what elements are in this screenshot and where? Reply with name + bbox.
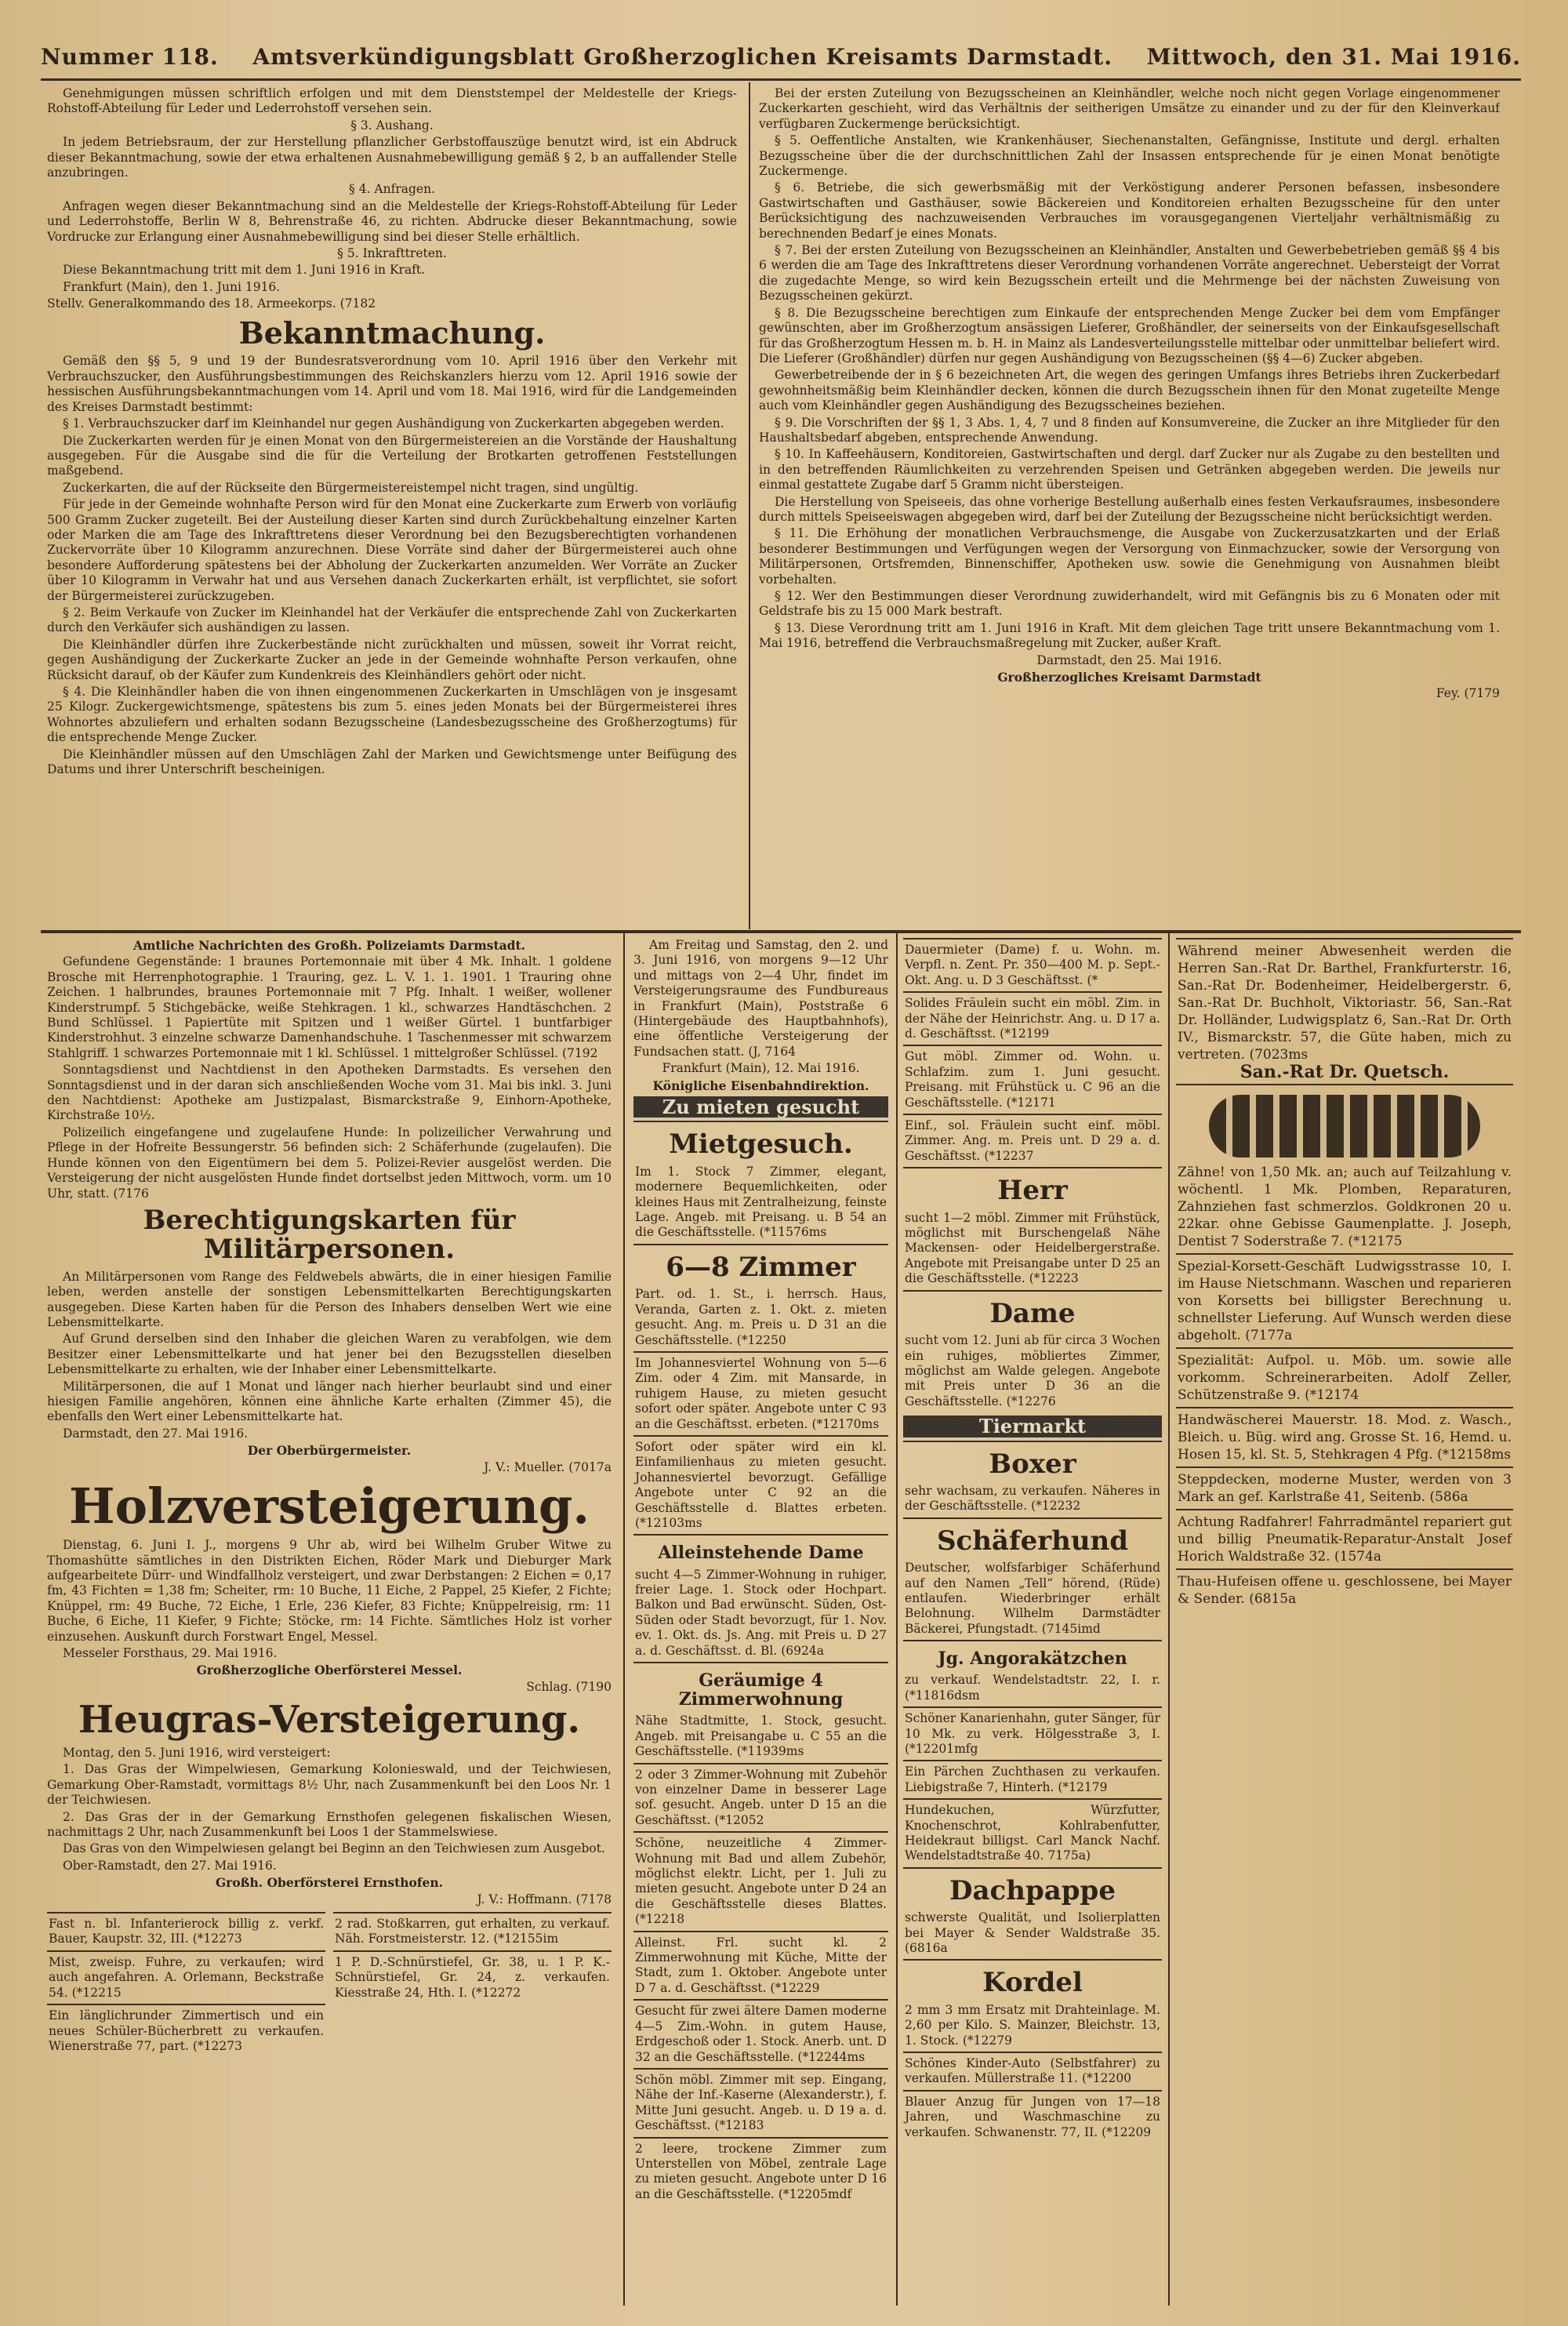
notice-authority: Der Oberbürgermeister. [247, 1443, 412, 1459]
ad-headline: Alleinstehende Dame [658, 1543, 864, 1564]
ad-text: Steppdecken, moderne Muster, werden von 3 Mark an gef. Karlstraße 41, Seitenb. [1178, 1472, 1512, 1505]
notice-paragraph: Am Freitag und Samstag, den 2. und 3. Juni 1916, von morgens 9—12 Uhr und mittags von 2—4 Uhr, findet im Versteigerungsraume des Fundbureaus in Frankfurt (Main), Poststraße 6 (Hintergebäude des Hauptbahnhofs), eine öffentliche Versteigerung der Fundsachen statt. (J, 7164 [633, 938, 888, 1059]
classified-ad [1176, 1347, 1513, 1407]
ad-code: (*12170ms [811, 1416, 880, 1431]
section-heading: § 5. Inkrafttreten. [337, 246, 447, 261]
ad-code: (1574a [1334, 1549, 1382, 1565]
ad-text: sucht 4—5 Zimmer-Wohnung in ruhiger, freier Lage. 1. Stock oder Hochpart. Balkon und Bad erwünscht. Süden, Ost-Süden oder Stadt bevorzugt, für 1. Nov. ev. 1. Okt. ds. Js. Ang. mit Preis u. D 27 a. d. Geschäftsst. d. Bl. [635, 1567, 887, 1658]
notice-paragraph: Frankfurt (Main), den 1. Juni 1916. [63, 279, 281, 294]
ad-code: 7175a) [1047, 1848, 1091, 1863]
notice-paragraph: Das Gras von den Wimpelwiesen gelangt bei Beginn an den Teichwiesen zum Ausgebot. [63, 1841, 605, 1856]
ad-text: Gesucht für zwei ältere Damen moderne 4—5 Zim.-Wohn. in gutem Hause, Erdgeschoß oder 1. Stock. Anerb. unt. D 32 an die Geschäftsstelle. [635, 2004, 887, 2064]
ad-text: Zähne! von 1,50 Mk. an; auch auf Teilzahlung v. wöchentl. 1 Mk. Plomben, Reparaturen, Zahnziehen fast schmerzlos. Goldkronen 20 u. 22kar. ohne Gebisse Gaumenplatte. J. Joseph, Dentist 7 Soderstraße 7. [1178, 1165, 1512, 1249]
notice-paragraph: § 2. Beim Verkaufe von Zucker im Kleinhandel hat der Verkäufer die entsprechende Zahl von Zuckerkarten durch den Verkäufer sich aushändigen zu lassen. [47, 605, 737, 635]
notice-paragraph: Die Kleinhändler dürfen ihre Zuckerbestände nicht zurückhalten und müssen, soweit ihr Vorrat reicht, gegen Aushändigung der Zuckerkarte Zucker an jede in der Gemeinde wohnhafte Person verkaufen, ohne Rücksicht darauf, ob der Käufer zum Kundenkreis des Kleinhändlers gehört oder nicht. [47, 637, 737, 682]
ad-code: (*12179 [1058, 1779, 1108, 1794]
notice-paragraph: Auf Grund derselben sind den Inhaber die gleichen Waren zu verabfolgen, wie dem Besitzer einer Lebensmittelkarte und hat jener bei den Bezugsstellen dieselben Lebensmittelkarte zu erhalten, wie der Inhaber einer Lebensmittelkarte. [47, 1332, 612, 1377]
classified-ad [903, 1867, 1162, 1960]
notice-signature: J. V.: Mueller. (7017a [484, 1459, 612, 1474]
ad-text: 1 P. D.-Schnürstiefel, Gr. 38, u. 1 P. K.-Schnürstiefel, Gr. 24, z. verkaufen. Kiesstraße 24, Hth. I. [335, 1954, 610, 2000]
notice-paragraph: Frankfurt (Main), 12. Mai 1916. [662, 1061, 860, 1076]
notice-title: Berechtigungskarten für Militärpersonen. [143, 1204, 516, 1266]
classified-ad [633, 2137, 888, 2206]
ad-text: Gut möbl. Zimmer od. Wohn. u. Schlafzim. zum 1. Juni gesucht. Preisang. mit Frühstück u. C 96 an die Geschäftsstelle. [905, 1049, 1160, 1110]
notice-paragraph: § 9. Die Vorschriften der §§ 1, 3 Abs. 1, 4, 7 und 8 finden auf Konsumvereine, die Zucker an ihre Mitglieder für den Haushaltsbedarf abgeben, entsprechende Anwendung. [759, 415, 1500, 445]
ad-code: (6815a [1249, 1591, 1297, 1607]
ad-text: Achtung Radfahrer! Fahrradmäntel repariert gut und billig Pneumatik-Reparatur-Anstalt Josef Horich Waldstraße 32. [1178, 1514, 1512, 1565]
ad-headline: Jg. Angorakätzchen [938, 1648, 1127, 1670]
ad-text: Während meiner Abwesenheit werden die Herren San.-Rat Dr. Barthel, Frankfurterstr. 16, San.-Rat Dr. Bodenheimer, Heidelbergerstr. 6, San.-Rat Dr. Buchholt, Viktoriastr. 56, San.-Rat Dr. Holländer, Ludwigsplatz 6, San.-Rat Dr. Orth IV., Bismarckstr. 57, die Güte haben, mich zu vertreten. [1178, 943, 1512, 1063]
ad-headline: Herr [997, 1175, 1068, 1207]
classified-ad [633, 1999, 888, 2068]
ad-text: 2 oder 3 Zimmer-Wohnung mit Zubehör von einzelner Dame in besserer Lage sof. gesucht. Angeb. unter D 15 an die Geschäftsst. [635, 1767, 887, 1827]
masthead-rule [41, 78, 1521, 81]
notice-paragraph: Messeler Forsthaus, 29. Mai 1916. [63, 1646, 278, 1660]
notice-paragraph: Genehmigungen müssen schriftlich erfolgen und mit dem Dienststempel der Meldestelle der Kriegs-Rohstoff-Abteilung für Leder und Lederrohstoff versehen sein. [47, 86, 737, 116]
ad-code: (*12279 [962, 2033, 1012, 2048]
notice-authority: Großherzogliches Kreisamt Darmstadt [997, 670, 1261, 685]
classified-ad [903, 1441, 1162, 1517]
ad-text: Mist, zweisp. Fuhre, zu verkaufen; wird auch angefahren. A. Orlemann, Beckstraße 54. [49, 1954, 324, 2000]
notice-heading: Amtliche Nachrichten des Großh. Polizeiamts Darmstadt. [132, 938, 526, 953]
notice-paragraph: Königliche Eisenbahndirektion. [652, 1078, 869, 1093]
ad-headline: Geräumige 4 Zimmerwohnung [678, 1670, 844, 1710]
notice-authority: Großh. Oberförsterei Ernsthofen. [215, 1875, 444, 1891]
ad-text: Dauermieter (Dame) f. u. Wohn. m. Verpfl. n. Zent. Pr. 350—400 M. p. Sept.-Okt. Ang. u. D 3 Geschäftsst. [905, 943, 1160, 987]
section-bar: Tiermarkt [903, 1416, 1162, 1437]
notice-paragraph: Gemäß den §§ 5, 9 und 19 der Bundesratsverordnung vom 10. April 1916 über den Verkehr mit Verbrauchszucker, den Ausführungsbestimmungen des Reichskanzlers hierzu vom 12. April 1916 sowie der hessischen Ausführungsbekanntmachungen vom 14. April und vom 18. Mai 1916, wird für die Landgemeinden des Kreises Darmstadt bestimmt: [47, 354, 737, 414]
notice-paragraph: Darmstadt, den 27. Mai 1916. [63, 1426, 249, 1441]
ad-code: (*12183 [714, 2118, 764, 2133]
notice-paragraph: 1. Das Gras der Wimpelwiesen, Gemarkung Kolonieswald, und der Teichwiesen, Gemarkung Ober-Ramstadt, vormittags 8½ Uhr, nach Zusammenkunft bei den Loos Nr. 1 der Teichwiesen. [47, 1762, 612, 1808]
classified-ad [903, 1114, 1162, 1167]
issue-number: Nummer 118. [41, 43, 219, 70]
ad-text: Part. od. 1. St., i. herrsch. Haus, Veranda, Garten z. 1. Okt. z. mieten gesucht. Ang. m. Preis u. D 31 an die Geschäftsstelle. [635, 1287, 887, 1347]
ad-code: (*12103ms [635, 1515, 702, 1530]
classified-ad [903, 1959, 1162, 2052]
ad-text: Thau-Hufeisen offene u. geschlossene, bei Mayer & Sender. [1178, 1574, 1512, 1607]
ad-text: Schön möbl. Zimmer mit sep. Eingang, Nähe der Inf.-Kaserne (Alexanderstr.), f. Mitte Juni gesucht. Angeb. u. D 19 a. d. Geschäftsst. [635, 2072, 887, 2133]
ad-code: (*12218 [635, 1912, 685, 1927]
classified-ad [903, 1045, 1162, 1114]
notice-paragraph: An Militärpersonen vom Range des Feldwebels abwärts, die in einer hiesigen Familie leben, werden anstelle der sonstigen Lebensmittelkarten Berechtigungskarten ausgegeben. Diese Karten haben für die Person des Inhabers denselben Wert wie eine Lebensmittelkarte. [47, 1269, 612, 1329]
classified-ad [633, 1763, 888, 1832]
ad-text: Deutscher, wolfsfarbiger Schäferhund auf den Namen „Tell“ hörend, (Rüde) entlaufen. Wiederbringer erhält Belohnung. Wilhelm Darmstädter Bäckerei, Pfungstadt. [905, 1561, 1160, 1636]
section-heading: § 4. Anfragen. [349, 182, 435, 197]
ad-code: (*12273 [192, 1932, 242, 1946]
classified-ad [1176, 1407, 1513, 1466]
ad-code: (*12250 [736, 1332, 786, 1347]
notice-paragraph: Montag, den 5. Juni 1916, wird versteigert: [63, 1746, 331, 1761]
classified-ad [903, 2052, 1162, 2090]
ad-text: Schöne, neuzeitliche 4 Zimmer-Wohnung mit Bad und allem Zubehör, möglichst elektr. Licht, per 1. Juli zu mieten gesucht. Angebote unter D 24 an die Geschäftsstelle dieses Blattes. [635, 1836, 887, 1911]
ad-code: (*12229 [770, 1980, 820, 1995]
ad-code: (*11576ms [759, 1225, 827, 1240]
classified-ad [903, 1706, 1162, 1760]
notice-title: Holzversteigerung. [69, 1477, 590, 1535]
ad-signature: San.-Rat Dr. Quetsch. [1240, 1062, 1450, 1082]
ad-text: Spezial-Korsett-Geschäft Ludwigsstrasse 10, I. im Hause Nietschmann. Waschen und reparieren von Korsetts bei billigster Berechnung u. schnellster Lieferung. Auf Wunsch werden diese abgeholt. [1178, 1259, 1512, 1343]
lower-column-3 [903, 938, 1162, 2302]
ad-text: Ein länglichrunder Zimmertisch und ein neues Schüler-Bücherbrett zu verkaufen. Wienerstraße 77, part. [49, 2008, 324, 2053]
classified-ad [1176, 1466, 1513, 1509]
ad-text: 2 rad. Stoßkarren, gut erhalten, zu verkauf. Näh. Forstmeisterstr. 12. [335, 1917, 610, 1946]
ad-text: Schönes Kinder-Auto (Selbstfahrer) zu verkaufen. Müllerstraße 11. [905, 2056, 1160, 2086]
notice-paragraph: § 11. Die Erhöhung der monatlichen Verbrauchsmenge, die Ausgabe von Zuckerzusatzkarten und der Erlaß besonderer Bestimmungen und Verfügungen wegen der Versorgung von Einmachzucker, sowie der Versorgung von Militärpersonen, Ortsfremden, Binnenschiffer, Apotheken usw. sowie die Genehmigung von Ausnahmen bleibt vorbehalten. [759, 526, 1500, 587]
ad-code: (*12199 [1000, 1027, 1050, 1041]
classified-ad [1176, 1253, 1513, 1347]
ad-headline: Dachpappe [949, 1874, 1116, 1906]
ad-code: (* [1087, 972, 1098, 987]
ad-text: Sofort oder später wird ein kl. Einfamilienhaus zu mieten gesucht. Johannesviertel bevorzugt. Gefällige Angebote unter C 92 an die Geschäftsstelle d. Blattes erbeten. [635, 1439, 887, 1515]
ad-headline: 6—8 Zimmer [666, 1251, 856, 1283]
classified-ad [47, 2004, 325, 2057]
ad-text: sucht vom 12. Juni ab für circa 3 Wochen ein ruhiges, möbliertes Zimmer, möglichst am Walde gelegen. Angebote mit Preis unter D 36 an die Geschäftsstelle. [905, 1333, 1160, 1408]
classified-ad [633, 1244, 888, 1351]
ad-text: Ein Pärchen Zuchthasen zu verkaufen. Liebigstraße 7, Hinterh. [905, 1764, 1160, 1794]
classified-ad [1176, 938, 1513, 1084]
masthead [41, 39, 1521, 74]
classified-ad [1176, 1509, 1513, 1568]
notice-title: Bekanntmachung. [238, 314, 546, 351]
ad-code: (586a [1429, 1489, 1468, 1505]
notice-title: Heugras-Versteigerung. [78, 1698, 581, 1743]
classified-ad [903, 1290, 1162, 1412]
notice-paragraph: § 6. Betriebe, die sich gewerbsmäßig mit der Verköstigung anderer Personen befassen, insbesondere Gastwirtschaften und Gasthäuser, sowie Bäckereien und Konditoreien erhalten Bezugsscheine für den unter Berücksichtigung des nachzuweisenden Verbrauches im vorausgegangenen Vierteljahr verhältnismäßig zu berechnenden Bedarf je eines Monats. [759, 180, 1500, 241]
lower-column-1 [47, 938, 612, 2302]
ad-headline: Mietgesuch. [669, 1128, 853, 1161]
ad-code: (*12223 [1029, 1271, 1079, 1286]
ad-code: (*11939ms [736, 1744, 804, 1759]
ad-text: Im Johannesviertel Wohnung von 5—6 Zim. oder 4 Zim. mit Mansarde, in ruhigem Hause, zu mieten gesucht sofort oder später. Angebote unter C 93 an die Geschäftsst. erbeten. [635, 1355, 887, 1431]
lower-column-2 [633, 938, 888, 2302]
ad-code: (7177a [1245, 1328, 1293, 1343]
notice-paragraph: Dienstag, 6. Juni I. J., morgens 9 Uhr ab, wird bei Wilhelm Gruber Witwe zu Thomashütte sämtliches in den Distrikten Eichen, Röder Mark und Dieburger Mark aufgearbeitete Dürr- und Windfallholz versteigert, und zwar Derbstangen: 2 Eichen = 0,17 fm, 43 Fichten = 1,38 fm; Scheiter, rm: 10 Buche, 11 Eiche, 2 Pappel, 25 Kiefer, 2 Fichte; Knüppel, rm: 49 Buche, 72 Eiche, 1 Erle, 236 Kiefer, 83 Fichte; Knüppelreisig, rm: 11 Buche, 6 Eiche, 11 Kiefer, 9 Fichte; Stöcke, rm: 14 Fichte. Sämtliches Holz ist vorher einzusehen. Auskunft durch Forstwart Engel, Messel. [47, 1538, 612, 1644]
ad-text: Hundekuchen, Würzfutter, Knochenschrot, Kohlrabenfutter, Heidekraut billigst. Carl Manck Nachf. Wendelstadtstraße 40. [905, 1803, 1160, 1863]
classified-ad [903, 1798, 1162, 1867]
ad-code: (*12237 [984, 1148, 1034, 1163]
notice-paragraph: Gefundene Gegenstände: 1 braunes Portemonnaie mit über 4 Mk. Inhalt. 1 goldene Brosche mit Herrenphotographie. 1 Trauring, gez. L. V. 1. 1. 1901. 1 Trauring ohne Zeichen. 1 halbrundes, braunes Portemonnaie mit 7 Pfg. Inhalt. 1 weißer, wollener Kinderstrumpf. 5 Stichgebäcke, weiße Stehkragen. 1 kl., schwarzes Handtäschchen. 2 Bund Schlüssel. 1 Papiertüte mit Spitzen und 1 weißer Gürtel. 1 buntfarbiger Kinderstrohhut. 3 einzelne schwarze Damenhandschuhe. 1 Taschenmesser mit schwarzem Stahlgriff. 1 schwarzes Portemonnaie mit 1 kl. Schlüssel. 1 mittelgroßer Schlüssel. (7192 [47, 954, 612, 1060]
upper-right-column [759, 86, 1500, 925]
ad-text: Im 1. Stock 7 Zimmer, elegant, modernere Bequemlichkeiten, oder kleines Haus mit Zentralheizung, feinste Lage. Angeb. mit Preisang. u. B 54 an die Geschäftsstelle. [635, 1164, 887, 1240]
ad-code: (*12171 [1006, 1095, 1056, 1110]
ad-text: Einf., sol. Fräulein sucht einf. möbl. Zimmer. Ang. m. Preis unt. D 29 a. d. Geschäftsst. [905, 1118, 1160, 1163]
notice-paragraph: Gewerbetreibende der in § 6 bezeichneten Art, die wegen des geringen Umfangs ihres Betriebs ihren Zuckerbedarf gewohnheitsmäßig beim Kleinhändler decken, können die durch Bezugsschein ihnen für den Monat zugeteilte Menge auch vom Kleinhändler gegen Aushändigung des Bezugsscheines beziehen. [759, 368, 1500, 413]
ad-text: Solides Fräulein sucht ein möbl. Zim. in der Nähe der Heinrichstr. Ang. u. D 17 a. d. Geschäftsst. [905, 996, 1160, 1041]
classified-ad [47, 1950, 325, 2004]
ad-code: (*12174 [1305, 1387, 1359, 1403]
classified-ad [903, 1760, 1162, 1798]
notice-signature: Fey. (7179 [1436, 686, 1500, 701]
ad-text: sucht 1—2 möbl. Zimmer mit Frühstück, möglichst mit Burschengelaß Nähe Mackensen- oder Heidelbergerstraße. Angebote mit Preisangabe unter D 25 an die Geschäftsstelle. [905, 1210, 1160, 1286]
notice-paragraph: § 8. Die Bezugsscheine berechtigen zum Einkaufe der entsprechenden Menge Zucker bei dem vom Empfänger gewünschten, aber im Großherzogtum ansässigen Lieferer, Großhändler, der seinerseits von der Einkaufsgesellschaft für das Großherzogtum Hessen m. b. H. in Mainz als Landesverteilungsstelle mittelbar oder unmittelbar beliefert wird. Die Lieferer (Großhändler) dürfen nur gegen Aushändigung von Bezugsscheinen (§§ 4—6) Zucker abgeben. [759, 305, 1500, 365]
ad-text: Alleinst. Frl. sucht kl. 2 Zimmerwohnung mit Küche, Mitte der Stadt, zum 1. Oktober. Angebote unter D 7 a. d. Geschäftsst. [635, 1935, 887, 1995]
notice-paragraph: Zuckerkarten, die auf der Rückseite den Bürgermeistereistempel nicht tragen, sind ungültig. [63, 480, 639, 495]
ad-code: (*11816dsm [905, 1688, 980, 1703]
classified-ad [1176, 1084, 1513, 1253]
classified-ad [903, 2090, 1162, 2143]
ad-code: (*12205mdf [778, 2186, 852, 2201]
ad-code: (*12276 [1006, 1394, 1056, 1408]
ad-code: (*12158ms [1437, 1447, 1512, 1463]
ad-text: schwerste Qualität, und Isolierplatten bei Mayer & Sender Waldstraße 35. [905, 1910, 1160, 1940]
ad-text: 2 mm 3 mm Ersatz mit Drahteinlage. M. 2,60 per Kilo. S. Mainzer, Bleichstr. 13, 1. Stock. [905, 2002, 1160, 2048]
classified-ad [903, 1640, 1162, 1706]
classified-ad [633, 1351, 888, 1435]
classified-grid [47, 1912, 612, 2057]
notice-paragraph: Militärpersonen, die auf 1 Monat und länger nach hierher beurlaubt sind und einer hiesigen Familie angehören, können eine ähnliche Karte erhalten (Zimmer 45), die ebenfalls den Wert einer Lebensmittelkarte hat. [47, 1379, 612, 1424]
classified-ad [633, 1534, 888, 1662]
ad-code: (6924a [781, 1643, 824, 1658]
ad-code: (6816a [905, 1941, 948, 1956]
ad-headline: Boxer [989, 1448, 1076, 1480]
ad-code: (*12215 [71, 1985, 122, 2000]
ad-code: (*12200 [1081, 2071, 1132, 2086]
ad-code: (*12273 [192, 2038, 242, 2053]
ad-text: 2 leere, trockene Zimmer zum Unterstellen von Möbel, zentrale Lage zu mieten gesucht. Angebote unter D 16 an die Geschäftsstelle. [635, 2141, 887, 2201]
notice-paragraph: Die Herstellung von Speiseeis, das ohne vorherige Bestellung außerhalb eines festen Verkaufsraumes, insbesondere durch mittels Speiseeiswagen abgegeben wird, darf bei der Zuteilung der Bezugsscheine nicht berücksichtigt werden. [759, 494, 1500, 524]
ad-text: sehr wachsam, zu verkaufen. Näheres in der Geschäftsstelle. [905, 1483, 1160, 1514]
ad-code: (*12175 [1348, 1234, 1403, 1249]
ad-code: (*12244ms [797, 2049, 866, 2064]
section-bar: Zu mieten gesucht [633, 1096, 888, 1118]
ad-code: (*12155im [493, 1932, 559, 1946]
notice-paragraph: § 13. Diese Verordnung tritt am 1. Juni 1916 in Kraft. Mit dem gleichen Tage tritt unsere Bekanntmachung vom 1. Mai 1916, betreffend die Verbrauchsmaßregelung mit Zucker, außer Kraft. [759, 620, 1500, 651]
notice-paragraph: § 1. Verbrauchszucker darf im Kleinhandel nur gegen Aushändigung von Zuckerkarten abgegeben werden. [63, 416, 724, 431]
classified-ad [903, 1517, 1162, 1640]
notice-date: Darmstadt, den 25. Mai 1916. [1036, 652, 1222, 667]
notice-signature: J. V.: Hoffmann. (7178 [477, 1892, 612, 1906]
notice-signature: Schlag. (7190 [526, 1679, 612, 1694]
ad-text: Schöner Kanarienhahn, guter Sänger, für 10 Mk. zu verk. Hölgesstraße 3, I. [905, 1711, 1160, 1741]
notice-paragraph: 2. Das Gras der in der Gemarkung Ernsthofen gelegenen fiskalischen Wiesen, nachmittags 2 Uhr, nach Zusammenkunft bei Loos 1 der Stammelswiese. [47, 1809, 612, 1840]
column-divider [749, 82, 750, 929]
notice-paragraph: Diese Bekanntmachung tritt mit dem 1. Juni 1916 in Kraft. [63, 263, 426, 278]
section-heading: § 3. Aushang. [350, 118, 434, 133]
ad-text: Blauer Anzug für Jungen von 17—18 Jahren, und Waschmaschine zu verkaufen. Schwanenstr. 77, II. [905, 2094, 1160, 2139]
notice-paragraph: Die Zuckerkarten werden für je einen Monat von den Bürgermeistereien an die Vorstände der Haushaltung ausgegeben. Für die Ausgabe sind die für die Verteilung der Brotkarten getroffenen Feststellungen maßgebend. [47, 433, 737, 478]
notice-paragraph: Die Kleinhändler müssen auf den Umschlägen Zahl der Marken und Gewichtsmenge unter Beifügung des Datums und ihrer Unterschrift bescheinigen. [47, 747, 737, 777]
notice-paragraph: Polizeilich eingefangene und zugelaufene Hunde: In polizeilicher Verwahrung und Pflege in der Hofreite Bessungerstr. 56 befinden sich: 2 Schäferhunde (zugelaufen). Die Hunde können von den Eigentümern bei dem 5. Polizei-Revier ausgelöst werden. Die Versteigerung der nicht ausgelösten Hunde findet dortselbst jeden Mittwoch, vorm. um 10 Uhr, statt. (7176 [47, 1125, 612, 1201]
teeth-illustration [1209, 1095, 1480, 1158]
classified-ad [903, 1167, 1162, 1289]
notice-paragraph: Für jede in der Gemeinde wohnhafte Person wird für den Monat eine Zuckerkarte zum Erwerb von vorläufig 500 Gramm Zucker zugeteilt. Bei der Austeilung dieser Karten sind durch Zurückbehaltung einzelner Karten oder Marken die am Tage des Inkrafttretens dieser Verordnung bei den Bezugsberechtigten vorhandenen Zuckervorräte über 10 Kilogramm anzurechnen. Diese Vorräte sind daher der Bürgermeisterei auch ohne besondere Aufforderung spätestens bei der Abholung der Zuckerkarten anzumelden. Wer Vorräte an Zucker über 10 Kilogramm in Verwahr hat und aus Versehen danach Zuckerkarten erhält, ist verpflichtet, sie sofort der Bürgermeisterei zurückzugeben. [47, 497, 737, 603]
classified-ad [1176, 1568, 1513, 1611]
classified-ad [333, 1950, 612, 2004]
ad-code: (*12201mfg [905, 1741, 978, 1756]
ad-code: (*12272 [471, 1985, 521, 2000]
notice-paragraph: § 5. Oeffentliche Anstalten, wie Krankenhäuser, Siechenanstalten, Gefängnisse, Institute und dergl. erhalten Bezugsscheine über die der durchschnittlichen Zahl der Insassen entsprechende für je einen Monat benötigte Zuckermenge. [759, 133, 1500, 179]
notice-paragraph: § 7. Bei der ersten Zuteilung von Bezugsscheinen an Kleinhändler, Anstalten und Gewerbebetrieben gemäß §§ 4 bis 6 werden die am Tage des Inkrafttretens dieser Verordnung vorhandenen Vorräte angerechnet. Uebersteigt der Vorrat die zugedachte Menge, so wird kein Bezugsschein erteilt und die Mehrmenge bei der nächsten Zuweisung von Bezugsscheinen gekürzt. [759, 243, 1500, 303]
classified-ad [903, 938, 1162, 991]
classified-ad [633, 1931, 888, 2000]
classified-ad [633, 1662, 888, 1763]
notice-paragraph: § 12. Wer den Bestimmungen dieser Verordnung zuwiderhandelt, wird mit Gefängnis bis zu 6 Monaten oder mit Geldstrafe bis zu 15 000 Mark bestraft. [759, 589, 1500, 619]
upper-left-column [47, 86, 737, 925]
ad-code: (7145imd [1041, 1621, 1101, 1636]
column-divider [1168, 933, 1170, 2306]
ad-code: (*12052 [714, 1812, 764, 1827]
ad-headline: Schäferhund [936, 1525, 1129, 1557]
ad-headline: Kordel [982, 1967, 1083, 1999]
classified-ad [47, 1912, 325, 1950]
notice-paragraph: Ober-Ramstadt, den 27. Mai 1916. [63, 1858, 277, 1873]
ad-text: Spezialität: Aufpol. u. Möb. um. sowie alle vorkomm. Schreinerarbeiten. Adolf Zeller, Schützenstraße 9. [1178, 1353, 1512, 1403]
section-rule [41, 930, 1521, 933]
ad-text: zu verkauf. Wendelstadtstr. 22, I. r. [905, 1673, 1160, 1688]
ad-headline: Dame [989, 1297, 1076, 1329]
ad-code: (7023ms [1249, 1047, 1308, 1063]
ad-code: (*12209 [1102, 2124, 1152, 2139]
column-divider [896, 933, 898, 2306]
classified-ad [633, 2068, 888, 2137]
notice-paragraph: Sonntagsdienst und Nachtdienst in den Apotheken Darmstadts. Es versehen den Sonntagsdienst und in der daran sich anschließenden Woche vom 31. Mai bis inkl. 3. Juni den Nachtdienst: Apotheke am Justizpalast, Bismarckstraße 9, Einhorn-Apotheke, Kirchstraße 10½. [47, 1063, 612, 1123]
notice-signature: Stellv. Generalkommando des 18. Armeekorps. (7182 [47, 296, 376, 311]
ad-text: Handwäscherei Mauerstr. 18. Mod. z. Wasch., Bleich. u. Büg. wird ang. Grosse St. 16, Hemd. u. Hosen 15, kl. St. 5, Stehkragen 4 Pfg. [1178, 1412, 1512, 1463]
classified-ad [903, 991, 1162, 1045]
ad-text: Nähe Stadtmitte, 1. Stock, gesucht. Angeb. mit Preisangabe u. C 55 an die Geschäftsstelle. [635, 1714, 887, 1759]
classified-ad [333, 1912, 612, 1950]
notice-paragraph: Anfragen wegen dieser Bekanntmachung sind an die Meldestelle der Kriegs-Rohstoff-Abteilung für Leder und Lederrohstoffe, Berlin W 8, Behrenstraße 46, zu richten. Abdrucke dieser Bekanntmachung, sowie Vordrucke zur Erlangung einer Ausnahmebewilligung sind bei dieser Stelle erhältlich. [47, 198, 737, 244]
column-divider [623, 933, 625, 2306]
notice-paragraph: In jedem Betriebsraum, der zur Herstellung pflanzlicher Gerbstoffauszüge benutzt wird, ist ein Abdruck dieser Bekanntmachung, sowie der etwa erhaltenen Ausnahmebewilligung gemäß § 2, b an auffallender Stelle anzubringen. [47, 135, 737, 180]
issue-date: Mittwoch, den 31. Mai 1916. [1146, 43, 1521, 70]
notice-authority: Großherzogliche Oberförsterei Messel. [196, 1663, 463, 1678]
paper-title: Amtsverkündigungsblatt Großherzoglichen Kreisamts Darmstadt. [252, 43, 1112, 70]
ad-code: (*12232 [1031, 1499, 1081, 1514]
classified-ad [633, 1831, 888, 1930]
classified-ad [633, 1435, 888, 1534]
classified-ad [633, 1121, 888, 1243]
ad-text: Fast n. bl. Infanterierock billig z. verkf. Bauer, Kaupstr. 32, III. [49, 1917, 324, 1946]
lower-column-4 [1176, 938, 1513, 2302]
notice-paragraph: § 10. In Kaffeehäusern, Konditoreien, Gastwirtschaften und dergl. darf Zucker nur als Zugabe zu den bestellten und in den betreffenden Räumlichkeiten zu verzehrenden Speisen und Getränken abgegeben werden. Die jeweils nur einmal gestattete Zugabe darf 5 Gramm nicht übersteigen. [759, 447, 1500, 492]
notice-paragraph: Bei der ersten Zuteilung von Bezugsscheinen an Kleinhändler, welche noch nicht gegen Vorlage eingenommener Zuckerkarten geschieht, wird das Verhältnis der seitherigen Umsätze zu einander und zu der für den Kleinverkauf verfügbaren Zuckermenge berücksichtigt. [759, 86, 1500, 131]
notice-paragraph: § 4. Die Kleinhändler haben die von ihnen eingenommenen Zuckerkarten in Umschlägen von je insgesamt 25 Kilogr. Zuckergewichtsmenge, spätestens bis zum 5. eines jeden Monats bei der Bürgermeisterei ihres Wohnortes abzuliefern und erhalten sodann Bezugsscheine (Landesbezugsscheine des Großherzogtums) für die entsprechende Menge Zucker. [47, 685, 737, 745]
